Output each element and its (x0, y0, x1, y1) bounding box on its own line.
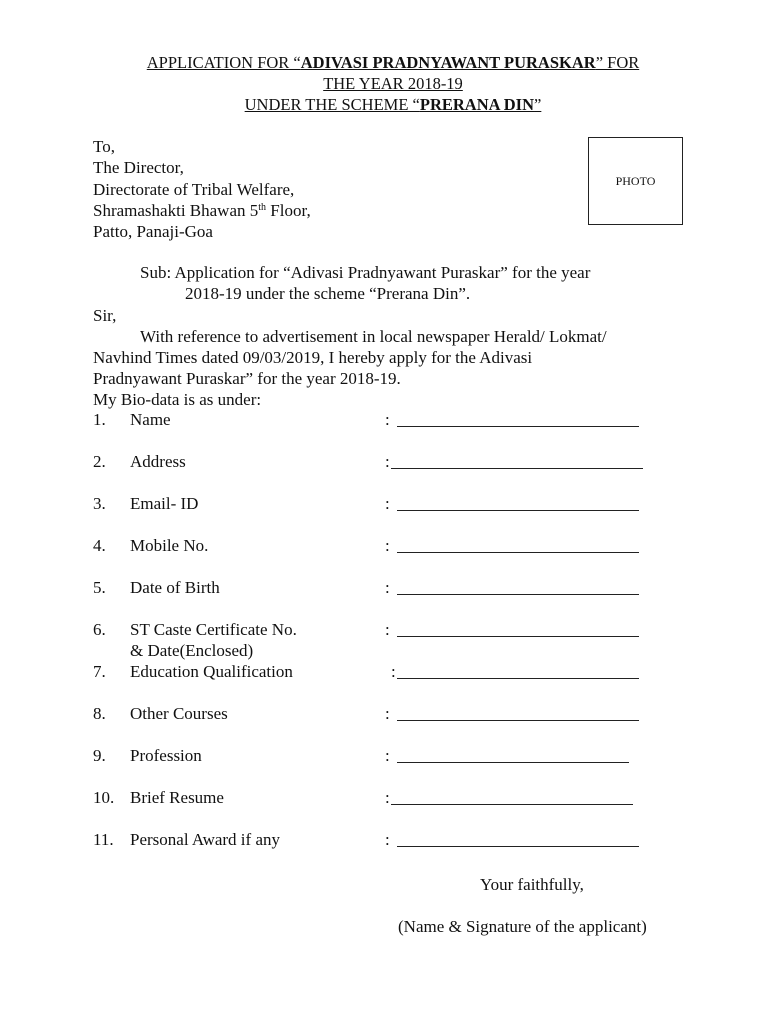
title-text-a: APPLICATION FOR “ (146, 53, 301, 72)
field-label: Date of Birth (130, 578, 220, 597)
field-label: Address (130, 452, 186, 471)
address-floor: Floor, (266, 201, 311, 220)
field-colon: : (391, 662, 396, 681)
field-row-address (0, 452, 770, 474)
title-scheme-text: UNDER THE SCHEME “ (244, 95, 420, 114)
field-row-other-courses (0, 704, 770, 726)
field-label: Education Qualification (130, 662, 293, 681)
field-number: 9. (93, 746, 106, 765)
personal-award-field-line[interactable] (397, 846, 639, 847)
salutation: Sir, (93, 306, 117, 325)
field-label: Mobile No. (130, 536, 209, 555)
subject-line-1: Sub: Application for “Adivasi Pradnyawant Puraskar” for the year (140, 263, 591, 282)
field-number: 4. (93, 536, 106, 555)
field-colon: : (385, 746, 390, 765)
field-row-caste-certificate (0, 620, 770, 642)
mobile-field-line[interactable] (397, 552, 639, 553)
dob-field-line[interactable] (397, 594, 639, 595)
form-title-line-1 (0, 53, 770, 73)
body-line-4: My Bio-data is as under: (93, 390, 262, 409)
field-colon: : (385, 578, 390, 597)
field-colon: : (385, 536, 390, 555)
field-number: 11. (93, 830, 114, 849)
body-line-1: With reference to advertisement in local newspaper Herald/ Lokmat/ (140, 327, 607, 346)
body-line-3: Pradnyawant Puraskar” for the year 2018-19. (93, 369, 401, 388)
title-scheme-name: PRERANA DIN (419, 95, 535, 114)
form-title-line-2: THE YEAR 2018-19 (323, 74, 463, 93)
closing-signature-label: (Name & Signature of the applicant) (398, 917, 647, 936)
title-text-c: ” FOR (595, 53, 640, 72)
field-number: 7. (93, 662, 106, 681)
field-colon: : (385, 410, 390, 429)
email-field-line[interactable] (397, 510, 639, 511)
photo-label: PHOTO (615, 174, 656, 188)
profession-field-line[interactable] (397, 762, 629, 763)
field-colon: : (385, 704, 390, 723)
address-to: To, (93, 137, 115, 156)
field-colon: : (385, 830, 390, 849)
closing-yours-faithfully: Your faithfully, (480, 875, 584, 894)
field-number: 5. (93, 578, 106, 597)
field-label: Other Courses (130, 704, 228, 723)
name-field-line[interactable] (397, 426, 639, 427)
field-colon: : (385, 620, 390, 639)
field-number: 8. (93, 704, 106, 723)
address-field-line[interactable] (391, 468, 643, 469)
caste-certificate-field-line[interactable] (397, 636, 639, 637)
address-line-2: Directorate of Tribal Welfare, (93, 180, 295, 199)
field-number: 1. (93, 410, 106, 429)
field-label-continued: & Date(Enclosed) (130, 641, 254, 660)
field-row-name (0, 410, 770, 432)
field-row-personal-award (0, 830, 770, 852)
photo-box[interactable] (588, 137, 683, 225)
title-award-name: ADIVASI PRADNYAWANT PURASKAR (300, 53, 596, 72)
field-label: Profession (130, 746, 202, 765)
title-scheme-quote: ” (534, 95, 542, 114)
field-colon: : (385, 494, 390, 513)
subject-line-2: 2018-19 under the scheme “Prerana Din”. (185, 284, 471, 303)
field-number: 10. (93, 788, 115, 807)
field-colon: : (385, 788, 390, 807)
field-label: Brief Resume (130, 788, 224, 807)
address-floor-suffix: th (258, 202, 267, 213)
field-row-profession (0, 746, 770, 768)
field-row-email (0, 494, 770, 516)
form-title-line-3 (0, 95, 770, 115)
field-label: ST Caste Certificate No. (130, 620, 297, 639)
field-label: Personal Award if any (130, 830, 280, 849)
address-line-3 (93, 201, 311, 221)
brief-resume-field-line[interactable] (391, 804, 633, 805)
address-line-4: Patto, Panaji-Goa (93, 222, 213, 241)
field-row-mobile (0, 536, 770, 558)
field-row-education (0, 662, 770, 684)
field-number: 6. (93, 620, 106, 639)
field-label: Email- ID (130, 494, 199, 513)
field-label: Name (130, 410, 171, 429)
field-number: 2. (93, 452, 106, 471)
field-row-brief-resume (0, 788, 770, 810)
other-courses-field-line[interactable] (397, 720, 639, 721)
body-line-2: Navhind Times dated 09/03/2019, I hereby apply for the Adivasi (93, 348, 533, 367)
field-colon: : (385, 452, 390, 471)
education-field-line[interactable] (397, 678, 639, 679)
address-building: Shramashakti Bhawan 5 (93, 201, 259, 220)
field-row-dob (0, 578, 770, 600)
address-line-1: The Director, (93, 158, 184, 177)
field-number: 3. (93, 494, 106, 513)
